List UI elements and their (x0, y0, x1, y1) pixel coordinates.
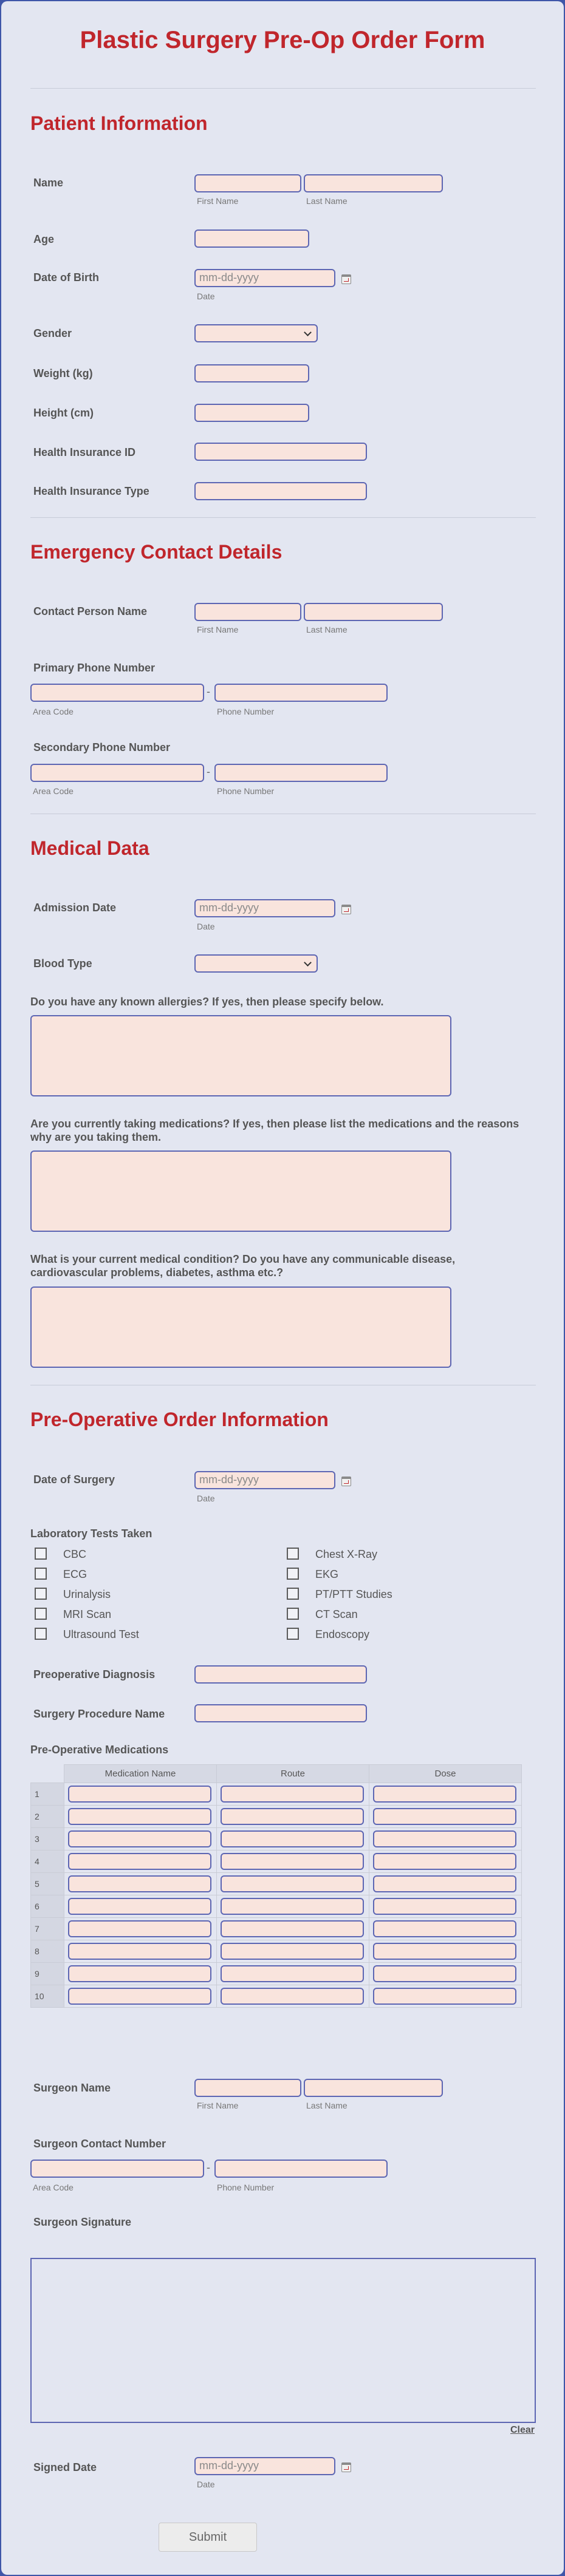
clear-signature-link[interactable]: Clear (510, 2425, 535, 2435)
primary-phone-label: Primary Phone Number (33, 662, 156, 674)
checkbox-label: PT/PTT Studies (315, 1588, 392, 1600)
dose-input[interactable] (373, 1853, 516, 1870)
row-number: 10 (31, 1985, 64, 2008)
phone-number-sublabel: Phone Number (217, 707, 275, 716)
last-name-input[interactable] (304, 174, 443, 192)
surgeon-area-code-input[interactable] (30, 2160, 204, 2178)
table-header-row (31, 1765, 522, 1783)
row-number: 8 (31, 1940, 64, 1963)
signed-date-sublabel: Date (197, 2479, 215, 2489)
row-number: 4 (31, 1850, 64, 1873)
secondary-phone-label: Secondary Phone Number (33, 741, 171, 753)
table-row (31, 1806, 522, 1828)
dose-input[interactable] (373, 1830, 516, 1847)
blood-type-label: Blood Type (33, 957, 92, 970)
medication-name-input[interactable] (68, 1830, 211, 1847)
table-row (31, 1985, 522, 2008)
table-cell (64, 1873, 217, 1895)
route-input[interactable] (221, 1786, 364, 1803)
table-cell (369, 1783, 522, 1806)
dose-input[interactable] (373, 1943, 516, 1960)
table-cell (369, 1806, 522, 1828)
checkbox-ecg[interactable] (35, 1568, 47, 1580)
row-number: 5 (31, 1873, 64, 1895)
checkbox-label: EKG (315, 1568, 339, 1580)
lab-tests-label: Laboratory Tests Taken (30, 1528, 152, 1540)
last-name-sublabel: Last Name (306, 2101, 348, 2110)
signed-date-input[interactable]: mm-dd-yyyy (194, 2457, 335, 2475)
medications-textarea[interactable] (30, 1150, 451, 1232)
row-number: 1 (31, 1783, 64, 1806)
route-input[interactable] (221, 1965, 364, 1982)
phone-number-sublabel: Phone Number (217, 786, 275, 796)
medication-name-input[interactable] (68, 1808, 211, 1825)
route-input[interactable] (221, 1875, 364, 1892)
checkbox-ultrasound[interactable] (35, 1628, 47, 1640)
surgeon-last-name-input[interactable] (304, 2079, 443, 2097)
weight-input[interactable] (194, 364, 309, 382)
age-input[interactable] (194, 229, 309, 248)
row-number: 3 (31, 1828, 64, 1850)
height-input[interactable] (194, 404, 309, 422)
medication-name-input[interactable] (68, 1898, 211, 1915)
condition-question: What is your current medical condition? Do you have any communicable disease, cardiovascular problems, diabetes, asthma etc.? (30, 1253, 456, 1279)
surgery-date-label: Date of Surgery (33, 1473, 115, 1486)
table-cell (217, 1985, 369, 2008)
table-cell (217, 1828, 369, 1850)
condition-textarea[interactable] (30, 1286, 451, 1368)
surgeon-name-label: Surgeon Name (33, 2082, 111, 2094)
dose-input[interactable] (373, 1965, 516, 1982)
table-cell (64, 1918, 217, 1940)
checkbox-label: MRI Scan (63, 1608, 112, 1620)
checkbox-pt-ptt[interactable] (287, 1588, 299, 1600)
checkbox-label: ECG (63, 1568, 87, 1580)
route-input[interactable] (221, 1898, 364, 1915)
row-number: 7 (31, 1918, 64, 1940)
row-number: 6 (31, 1895, 64, 1918)
checkbox-ekg[interactable] (287, 1568, 299, 1580)
table-cell (217, 1873, 369, 1895)
dob-input[interactable]: mm-dd-yyyy (194, 269, 335, 287)
medication-name-input[interactable] (68, 1988, 211, 2005)
table-cell (64, 1895, 217, 1918)
table-row (31, 1918, 522, 1940)
height-label: Height (cm) (33, 407, 94, 419)
dose-input[interactable] (373, 1875, 516, 1892)
checkbox-label: Ultrasound Test (63, 1628, 139, 1640)
column-header: Medication Name (64, 1765, 217, 1783)
route-input[interactable] (221, 1830, 364, 1847)
table-row (31, 1940, 522, 1963)
contact-first-name-input[interactable] (194, 603, 301, 621)
insurance-id-label: Health Insurance ID (33, 446, 136, 458)
first-name-input[interactable] (194, 174, 301, 192)
secondary-phone-input[interactable] (214, 764, 388, 782)
submit-button[interactable]: Submit (159, 2523, 257, 2552)
secondary-area-code-input[interactable] (30, 764, 204, 782)
signed-date-label: Signed Date (33, 2461, 97, 2473)
signature-pad[interactable] (30, 2258, 536, 2423)
dose-input[interactable] (373, 1920, 516, 1937)
admission-date-sublabel: Date (197, 922, 215, 931)
first-name-sublabel: First Name (197, 2101, 239, 2110)
medication-name-input[interactable] (68, 1875, 211, 1892)
weight-label: Weight (kg) (33, 367, 93, 379)
route-input[interactable] (221, 1988, 364, 2005)
calendar-icon[interactable] (341, 905, 351, 914)
form-title: Plastic Surgery Pre-Op Order Form (80, 27, 485, 53)
route-input[interactable] (221, 1920, 364, 1937)
table-cell (217, 1940, 369, 1963)
table-cell (369, 1873, 522, 1895)
table-cell (64, 1940, 217, 1963)
table-cell (64, 1828, 217, 1850)
checkbox-label: Chest X-Ray (315, 1548, 378, 1560)
surgeon-contact-label: Surgeon Contact Number (33, 2138, 166, 2150)
dob-label: Date of Birth (33, 271, 99, 284)
checkbox-label: CBC (63, 1548, 87, 1560)
route-input[interactable] (221, 1808, 364, 1825)
table-corner (31, 1765, 64, 1783)
checkbox-label: Endoscopy (315, 1628, 370, 1640)
dob-sublabel: Date (197, 291, 215, 301)
age-label: Age (33, 233, 55, 245)
calendar-icon[interactable] (341, 1477, 351, 1486)
surgeon-first-name-input[interactable] (194, 2079, 301, 2097)
calendar-icon[interactable] (341, 2462, 351, 2472)
procedure-input[interactable] (194, 1704, 367, 1722)
phone-number-sublabel: Phone Number (217, 2183, 275, 2192)
table-cell (369, 1985, 522, 2008)
table-cell (217, 1918, 369, 1940)
table-cell (64, 1850, 217, 1873)
row-number: 2 (31, 1806, 64, 1828)
column-header: Dose (369, 1765, 522, 1783)
table-cell (64, 1783, 217, 1806)
last-name-sublabel: Last Name (306, 625, 348, 634)
phone-separator: - (207, 685, 210, 698)
table-row (31, 1783, 522, 1806)
contact-last-name-input[interactable] (304, 603, 443, 621)
table-row (31, 1850, 522, 1873)
section-preop: Pre-Operative Order Information (30, 1409, 329, 1430)
divider (30, 517, 536, 518)
table-cell (64, 1985, 217, 2008)
table-cell (369, 1850, 522, 1873)
medications-table (30, 1764, 522, 2008)
blood-type-select[interactable] (194, 954, 318, 973)
table-cell (369, 1828, 522, 1850)
form-card (1, 1, 564, 2575)
checkbox-label: Urinalysis (63, 1588, 111, 1600)
medication-name-input[interactable] (68, 1943, 211, 1960)
table-cell (217, 1850, 369, 1873)
table-cell (64, 1806, 217, 1828)
phone-separator: - (207, 2161, 210, 2173)
medication-name-input[interactable] (68, 1965, 211, 1982)
table-cell (369, 1963, 522, 1985)
area-code-sublabel: Area Code (33, 2183, 74, 2192)
table-row (31, 1895, 522, 1918)
procedure-label: Surgery Procedure Name (33, 1708, 165, 1720)
section-emergency-contact: Emergency Contact Details (30, 541, 282, 563)
checkbox-endoscopy[interactable] (287, 1628, 299, 1640)
medication-name-input[interactable] (68, 1786, 211, 1803)
column-header: Route (217, 1765, 369, 1783)
surgery-date-sublabel: Date (197, 1494, 215, 1503)
table-cell (217, 1806, 369, 1828)
diagnosis-label: Preoperative Diagnosis (33, 1668, 156, 1681)
name-label: Name (33, 177, 64, 189)
area-code-sublabel: Area Code (33, 707, 74, 716)
dose-input[interactable] (373, 1988, 516, 2005)
table-cell (64, 1963, 217, 1985)
allergies-textarea[interactable] (30, 1015, 451, 1096)
checkbox-label: CT Scan (315, 1608, 358, 1620)
calendar-icon[interactable] (341, 274, 351, 284)
route-input[interactable] (221, 1853, 364, 1870)
divider (30, 88, 536, 89)
dose-input[interactable] (373, 1808, 516, 1825)
first-name-sublabel: First Name (197, 196, 239, 206)
surgery-date-input[interactable]: mm-dd-yyyy (194, 1471, 335, 1489)
checkbox-mri-scan[interactable] (35, 1608, 47, 1620)
first-name-sublabel: First Name (197, 625, 239, 634)
gender-select[interactable] (194, 324, 318, 342)
phone-separator: - (207, 766, 210, 778)
checkbox-ct-scan[interactable] (287, 1608, 299, 1620)
gender-label: Gender (33, 327, 72, 339)
checkbox-chest-xray[interactable] (287, 1548, 299, 1560)
table-row (31, 1873, 522, 1895)
dose-input[interactable] (373, 1898, 516, 1915)
contact-name-label: Contact Person Name (33, 605, 148, 617)
checkbox-cbc[interactable] (35, 1548, 47, 1560)
medications-question: Are you currently taking medications? If yes, then please list the medications and the reasons why are you taking them. (30, 1118, 519, 1143)
row-number: 9 (31, 1963, 64, 1985)
meds-label: Pre-Operative Medications (30, 1744, 169, 1756)
admission-date-label: Admission Date (33, 902, 117, 914)
table-cell (369, 1918, 522, 1940)
medication-name-input[interactable] (68, 1920, 211, 1937)
table-cell (217, 1895, 369, 1918)
dose-input[interactable] (373, 1786, 516, 1803)
table-cell (217, 1963, 369, 1985)
table-cell (369, 1895, 522, 1918)
insurance-type-label: Health Insurance Type (33, 485, 149, 497)
table-row (31, 1828, 522, 1850)
admission-date-input[interactable]: mm-dd-yyyy (194, 899, 335, 917)
allergies-question: Do you have any known allergies? If yes, then please specify below. (30, 996, 384, 1008)
primary-area-code-input[interactable] (30, 684, 204, 702)
route-input[interactable] (221, 1943, 364, 1960)
area-code-sublabel: Area Code (33, 786, 74, 796)
surgeon-phone-input[interactable] (214, 2160, 388, 2178)
checkbox-urinalysis[interactable] (35, 1588, 47, 1600)
medication-name-input[interactable] (68, 1853, 211, 1870)
section-medical-data: Medical Data (30, 837, 149, 859)
insurance-type-input[interactable] (194, 482, 367, 500)
table-cell (369, 1940, 522, 1963)
table-cell (217, 1783, 369, 1806)
section-patient-information: Patient Information (30, 112, 208, 134)
surgeon-signature-label: Surgeon Signature (33, 2216, 132, 2228)
insurance-id-input[interactable] (194, 443, 367, 461)
diagnosis-input[interactable] (194, 1665, 367, 1684)
last-name-sublabel: Last Name (306, 196, 348, 206)
table-row (31, 1963, 522, 1985)
primary-phone-input[interactable] (214, 684, 388, 702)
